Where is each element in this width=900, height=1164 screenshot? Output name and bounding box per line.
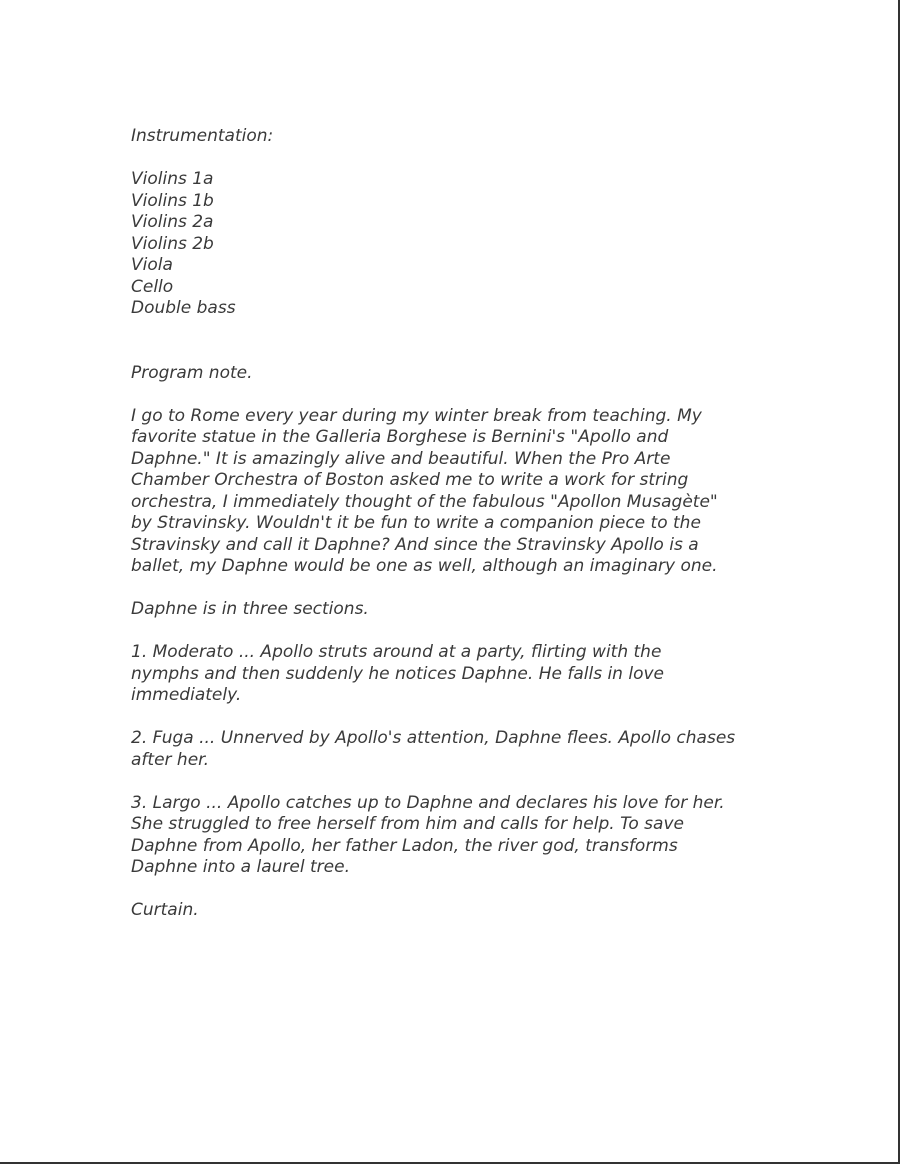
program-note-heading: Program note. [131,362,253,383]
paragraph-line: orchestra, I immediately thought of the fabulous "Apollon Musagète" [131,491,718,512]
spacer [131,879,791,901]
paragraph-line: 1. Moderato ... Apollo struts around at a party, flirting with the [131,642,662,662]
paragraph-line: 2. Fuga ... Unnerved by Apollo's attention, Daphne flees. Apollo chases [131,728,736,748]
spacer [131,707,791,729]
instrument-item: Violins 1b [131,190,214,211]
paragraph-line: Stravinsky and call it Daphne? And since the Stravinsky Apollo is a [131,534,699,555]
intro-paragraph [131,406,791,578]
paragraph-line: ballet, my Daphne would be one as well, although an imaginary one. [131,556,718,576]
section-2-paragraph [131,728,791,771]
instrument-item: Double bass [131,298,236,318]
paragraph-line: 3. Largo ... Apollo catches up to Daphne and declares his love for her. [131,792,725,813]
spacer [131,384,791,406]
paragraph-line: by Stravinsky. Wouldn't it be fun to write a companion piece to the [131,513,701,533]
spacer [131,621,791,643]
spacer [131,771,791,793]
instrument-list [131,169,791,320]
document-body [131,126,791,922]
closing-line: Curtain. [131,900,199,920]
paragraph-line: immediately. [131,685,242,705]
paragraph-line: Chamber Orchestra of Boston asked me to write a work for string [131,470,689,490]
instrumentation-heading: Instrumentation: [131,126,274,146]
spacer [131,320,791,363]
instrument-item: Viola [131,255,173,275]
paragraph-line: I go to Rome every year during my winter break from teaching. My [131,405,702,426]
paragraph-line: nymphs and then suddenly he notices Daphne. He falls in love [131,663,665,684]
paragraph-line: after her. [131,749,209,770]
paragraph-line: Daphne." It is amazingly alive and beautiful. When the Pro Arte [131,448,671,469]
paragraph-line: She struggled to free herself from him and calls for help. To save [131,814,684,834]
section-3-paragraph [131,793,791,879]
instrument-item: Violins 1a [131,169,214,189]
paragraph-line: favorite statue in the Galleria Borghese is Bernini's "Apollo and [131,427,669,447]
paragraph-line: Daphne into a laurel tree. [131,857,350,877]
sections-intro: Daphne is in three sections. [131,599,369,619]
instrument-item: Cello [131,276,174,297]
instrument-item: Violins 2b [131,233,214,254]
instrument-item: Violins 2a [131,212,214,232]
spacer [131,148,791,170]
paragraph-line: Daphne from Apollo, her father Ladon, the river god, transforms [131,835,678,856]
spacer [131,578,791,600]
section-1-paragraph [131,642,791,707]
